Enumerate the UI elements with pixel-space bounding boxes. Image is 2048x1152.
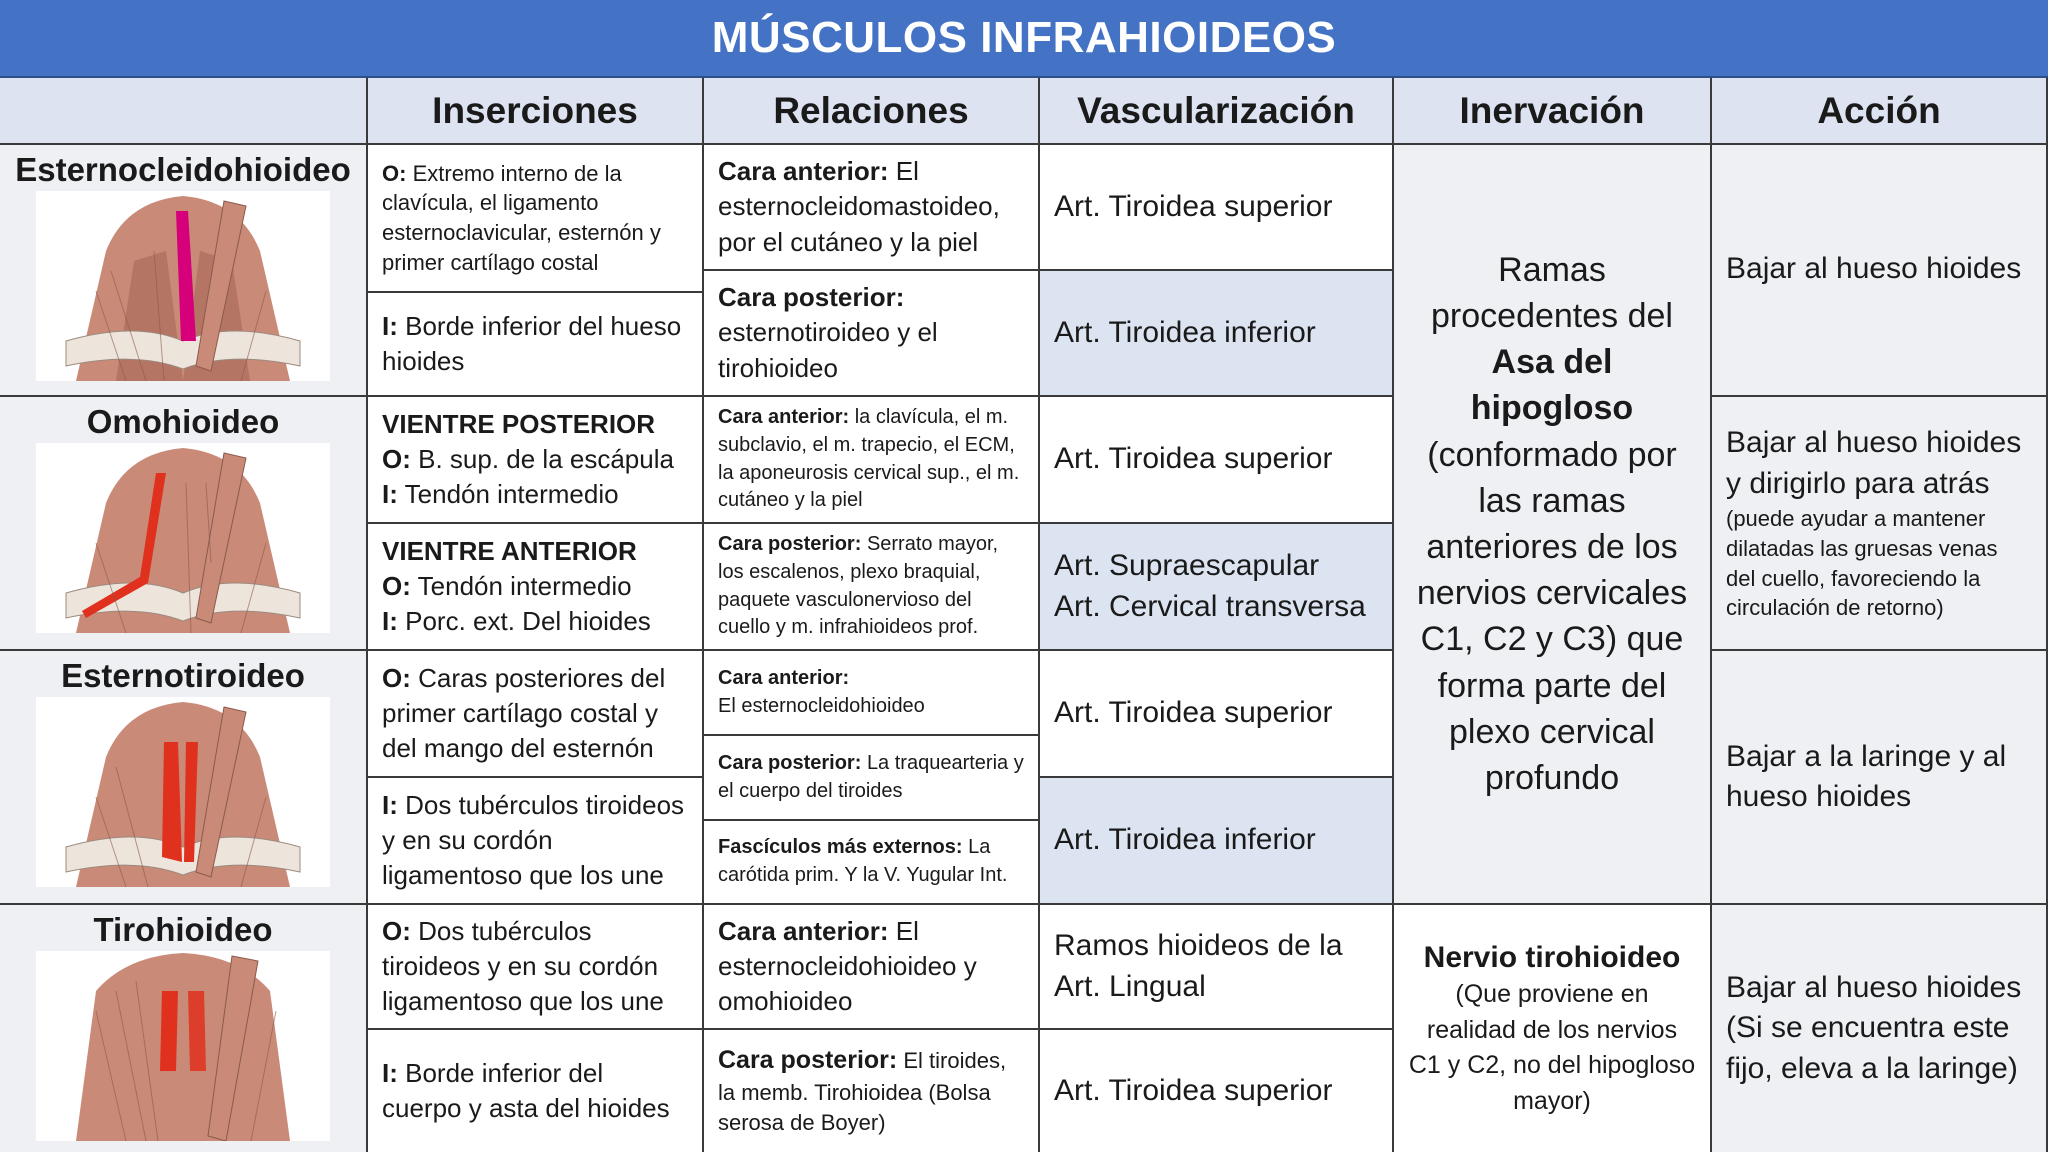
origin-label: O: <box>382 570 411 601</box>
vasc-text: Art. Tiroidea superior <box>1054 1073 1333 1107</box>
relacion-externa <box>704 821 1040 905</box>
vasc-text: Art. Tiroidea superior <box>1054 442 1333 476</box>
accion-text: Bajar al hueso hioides (Si se encuentra este fijo, eleva a la laringe) <box>1726 970 2022 1085</box>
accion-note: (puede ayudar a mantener dilatadas las gruesas venas del cuello, favoreciendo la circulación de retorno) <box>1726 506 1998 621</box>
header-relaciones: Relaciones <box>704 78 1040 145</box>
insertion-label: I: <box>382 789 398 820</box>
rel-post-label: Cara posterior: <box>718 1046 898 1075</box>
origin-text: Caras posteriores del primer cartílago costal y del mango del esternón <box>382 662 666 764</box>
vientre-title: VIENTRE POSTERIOR <box>382 408 656 439</box>
accion-esternotiroideo <box>1712 651 2048 905</box>
vasc-text: Art. Tiroidea inferior <box>1054 315 1316 349</box>
rel-ant-label: Cara anterior: <box>718 915 889 946</box>
rel-ant-label: Cara anterior: <box>718 156 889 187</box>
rel-ant-text: la clavícula, el m. subclavio, el m. trapecio, el ECM, la aponeurosis cervical sup., el m. cutáneo y la piel <box>718 406 1020 512</box>
inerv-bold: Asa del hipogloso <box>1470 343 1634 428</box>
insercion-origen <box>368 145 704 293</box>
relacion-posterior <box>704 1030 1040 1152</box>
accion-esternocleidohioideo <box>1712 145 2048 397</box>
inerv-line2: (conformado por las ramas anteriores de los nervios cervicales C1, C2 y C3) que forma parte del plexo cervical profundo <box>1416 435 1688 798</box>
origin-text: Dos tubérculos tiroideos y en su cordón ligamentoso que los une <box>382 915 664 1017</box>
rel-post-label: Cara posterior: <box>718 533 862 556</box>
page-title: MÚSCULOS INFRAHIOIDEOS <box>0 0 2048 78</box>
rel-ant-label: Cara anterior: <box>718 666 850 689</box>
rel-ant-text: El esternocleidomastoideo, por el cutáneo y la piel <box>718 156 1000 257</box>
vasc-text: Art. Tiroidea inferior <box>1054 823 1316 857</box>
vasc-2 <box>1040 778 1394 905</box>
rel-post-text: El tiroides, la memb. Tirohioidea (Bolsa serosa de Boyer) <box>718 1048 1007 1135</box>
omohioideo-vientre-anterior <box>368 524 704 651</box>
vasc-1 <box>1040 397 1394 524</box>
rel-post-text: La traquearteria y el cuerpo del tiroides <box>718 751 1024 802</box>
origin-label: O: <box>382 160 407 186</box>
insertion-text: Porc. ext. Del hioides <box>405 606 651 637</box>
insercion-final <box>368 778 704 905</box>
header-vascularizacion: Vascularización <box>1040 78 1394 145</box>
insertion-text: Borde inferior del cuerpo y asta del hioides <box>382 1057 670 1123</box>
rel-ant-text: El esternocleidohioideo <box>718 694 925 717</box>
insertion-text: Tendón intermedio <box>404 479 619 510</box>
muscle-tirohioideo <box>0 905 368 1152</box>
origin-text: B. sup. de la escápula <box>418 443 674 474</box>
relacion-anterior <box>704 651 1040 736</box>
vasc-1 <box>1040 651 1394 778</box>
muscle-name: Esternocleidohioideo <box>15 151 351 188</box>
origin-label: O: <box>382 443 411 474</box>
relacion-anterior <box>704 397 1040 524</box>
inerv-line1: Ramas procedentes del <box>1431 250 1673 335</box>
neck-muscle-illustration-icon <box>36 191 330 381</box>
header-inserciones: Inserciones <box>368 78 704 145</box>
relacion-posterior <box>704 271 1040 397</box>
insertion-label: I: <box>382 310 398 341</box>
header-inervacion: Inervación <box>1394 78 1712 145</box>
insercion-origen <box>368 651 704 778</box>
accion-text: Bajar al hueso hioides y dirigirlo para atrás <box>1726 426 2022 500</box>
accion-text: Bajar al hueso hioides <box>1726 252 2022 285</box>
muscle-name: Esternotiroideo <box>61 657 305 694</box>
insercion-final <box>368 1030 704 1152</box>
relacion-posterior <box>704 524 1040 651</box>
rel-post-text: esternotiroideo y el tirohioideo <box>718 317 938 383</box>
insertion-label: I: <box>382 606 398 637</box>
vasc-text: Art. Cervical transversa <box>1054 589 1366 623</box>
rel-post-text: Serrato mayor, los escalenos, plexo braquial, paquete vasculonervioso del cuello y m. infrahioideos prof. <box>718 533 999 639</box>
rel-ext-text: La carótida prim. Y la V. Yugular Int. <box>718 836 1008 886</box>
accion-omohioideo <box>1712 397 2048 651</box>
origin-label: O: <box>382 662 411 693</box>
vasc-1 <box>1040 905 1394 1030</box>
neck-muscle-illustration-icon <box>36 951 330 1141</box>
vasc-1 <box>1040 145 1394 271</box>
accion-text: Bajar a la laringe y al hueso hioides <box>1726 739 2007 813</box>
rel-ant-text: El esternocleidohioideo y omohioideo <box>718 915 977 1017</box>
inervacion-asa-hipogloso <box>1394 145 1712 905</box>
vasc-2 <box>1040 524 1394 651</box>
origin-text: Extremo interno de la clavícula, el ligamento esternoclavicular, esternón y primer cartílago costal <box>382 160 661 275</box>
neck-muscle-illustration-icon <box>36 443 330 633</box>
origin-text: Tendón intermedio <box>417 570 632 601</box>
insertion-label: I: <box>382 479 398 510</box>
vasc-2 <box>1040 271 1394 397</box>
rel-ant-label: Cara anterior: <box>718 406 850 429</box>
muscle-esternotiroideo <box>0 651 368 905</box>
insertion-label: I: <box>382 1057 398 1088</box>
insercion-final <box>368 293 704 397</box>
muscle-esternocleidohioideo <box>0 145 368 397</box>
rel-post-label: Cara posterior: <box>718 282 905 313</box>
inervacion-tirohioideo <box>1394 905 1712 1152</box>
insertion-text: Borde inferior del hueso hioides <box>382 310 682 376</box>
vasc-text: Art. Supraescapular <box>1054 549 1320 582</box>
muscle-name: Tirohioideo <box>93 911 273 948</box>
vasc-text: Ramos hioideos de la Art. Lingual <box>1054 929 1343 1003</box>
muscle-name: Omohioideo <box>86 403 280 440</box>
accion-tirohioideo <box>1712 905 2048 1152</box>
vasc-text: Art. Tiroidea superior <box>1054 696 1333 730</box>
vientre-title: VIENTRE ANTERIOR <box>382 535 637 566</box>
inerv-text: (Que proviene en realidad de los nervios C1 y C2, no del hipogloso mayor) <box>1408 980 1696 1115</box>
relacion-anterior <box>704 905 1040 1030</box>
vasc-text: Art. Tiroidea superior <box>1054 189 1333 223</box>
rel-post-label: Cara posterior: <box>718 751 862 774</box>
rel-ext-label: Fascículos más externos: <box>718 836 963 859</box>
header-accion: Acción <box>1712 78 2048 145</box>
header-empty <box>0 78 368 145</box>
omohioideo-vientre-posterior <box>368 397 704 524</box>
neck-muscle-illustration-icon <box>36 697 330 887</box>
inerv-title: Nervio tirohioideo <box>1423 941 1681 974</box>
insertion-text: Dos tubérculos tiroideos y en su cordón ligamentoso que los une <box>382 789 685 891</box>
relacion-posterior <box>704 736 1040 821</box>
insercion-origen <box>368 905 704 1030</box>
muscle-omohioideo <box>0 397 368 651</box>
vasc-2 <box>1040 1030 1394 1152</box>
origin-label: O: <box>382 915 411 946</box>
relacion-anterior <box>704 145 1040 271</box>
